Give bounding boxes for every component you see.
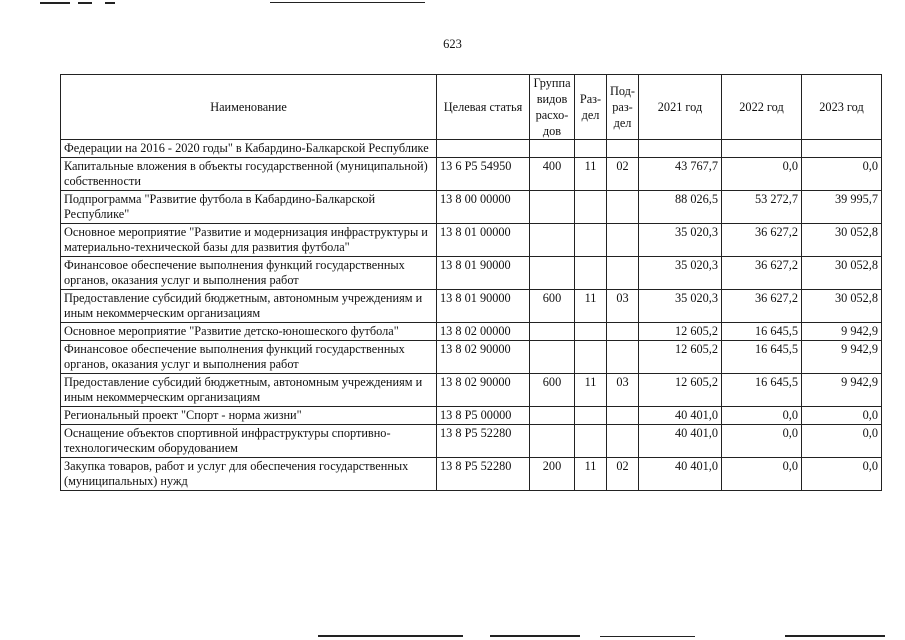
cell-y2021: 88 026,5 (639, 191, 722, 224)
scan-edge-line (105, 2, 115, 4)
cell-target: 13 8 Р5 52280 (437, 458, 530, 491)
table-row (61, 323, 882, 341)
cell-y2023: 30 052,8 (802, 257, 882, 290)
cell-name: Федерации на 2016 - 2020 годы" в Кабардино-Балкарской Республике (61, 140, 437, 158)
cell-name: Капитальные вложения в объекты государственной (муниципальной) собственности (61, 158, 437, 191)
cell-y2021: 35 020,3 (639, 224, 722, 257)
header-section: Раз- дел (575, 75, 607, 140)
cell-y2022: 16 645,5 (722, 341, 802, 374)
cell-subsection: 02 (607, 158, 639, 191)
cell-target: 13 8 02 00000 (437, 323, 530, 341)
cell-section: 11 (575, 374, 607, 407)
cell-subsection (607, 140, 639, 158)
cell-section: 11 (575, 158, 607, 191)
cell-target (437, 140, 530, 158)
cell-subsection: 03 (607, 290, 639, 323)
cell-subsection (607, 224, 639, 257)
cell-target: 13 8 Р5 52280 (437, 425, 530, 458)
table-row (61, 158, 882, 191)
cell-group: 400 (530, 158, 575, 191)
cell-y2021: 12 605,2 (639, 341, 722, 374)
cell-y2022: 36 627,2 (722, 224, 802, 257)
cell-subsection (607, 407, 639, 425)
cell-y2023: 0,0 (802, 458, 882, 491)
cell-target: 13 8 00 00000 (437, 191, 530, 224)
cell-target: 13 8 01 90000 (437, 290, 530, 323)
table-row (61, 425, 882, 458)
cell-y2022: 0,0 (722, 458, 802, 491)
cell-y2021: 12 605,2 (639, 374, 722, 407)
cell-y2021: 12 605,2 (639, 323, 722, 341)
header-target: Целевая статья (437, 75, 530, 140)
cell-y2023: 39 995,7 (802, 191, 882, 224)
cell-target: 13 8 02 90000 (437, 341, 530, 374)
cell-name: Закупка товаров, работ и услуг для обеспечения государственных (муниципальных) нужд (61, 458, 437, 491)
scan-edge-line (785, 635, 885, 637)
cell-y2023: 30 052,8 (802, 290, 882, 323)
table-row (61, 341, 882, 374)
table-row (61, 290, 882, 323)
cell-name: Подпрограмма "Развитие футбола в Кабардино-Балкарской Республике" (61, 191, 437, 224)
header-2022: 2022 год (722, 75, 802, 140)
cell-subsection: 02 (607, 458, 639, 491)
cell-section (575, 323, 607, 341)
cell-section: 11 (575, 290, 607, 323)
cell-y2022 (722, 140, 802, 158)
cell-subsection (607, 341, 639, 374)
cell-section (575, 140, 607, 158)
cell-name: Предоставление субсидий бюджетным, автономным учреждениям и иным некоммерческим организациям (61, 290, 437, 323)
cell-group: 600 (530, 374, 575, 407)
cell-subsection (607, 425, 639, 458)
header-subsection: Под- раз- дел (607, 75, 639, 140)
cell-group (530, 140, 575, 158)
cell-name: Основное мероприятие "Развитие и модернизация инфраструктуры и материально-технической базы для развития футбола" (61, 224, 437, 257)
cell-y2022: 0,0 (722, 407, 802, 425)
cell-y2023: 0,0 (802, 407, 882, 425)
cell-y2021: 40 401,0 (639, 425, 722, 458)
cell-group (530, 224, 575, 257)
cell-name: Финансовое обеспечение выполнения функций государственных органов, оказания услуг и выполнения работ (61, 341, 437, 374)
cell-section: 11 (575, 458, 607, 491)
cell-target: 13 8 02 90000 (437, 374, 530, 407)
cell-section (575, 191, 607, 224)
cell-subsection (607, 191, 639, 224)
table-row (61, 458, 882, 491)
cell-group (530, 257, 575, 290)
cell-name: Финансовое обеспечение выполнения функций государственных органов, оказания услуг и выполнения работ (61, 257, 437, 290)
cell-name: Оснащение объектов спортивной инфраструктуры спортивно-технологическим оборудованием (61, 425, 437, 458)
table-row (61, 140, 882, 158)
cell-y2021: 35 020,3 (639, 290, 722, 323)
cell-y2022: 16 645,5 (722, 374, 802, 407)
cell-y2023: 9 942,9 (802, 341, 882, 374)
cell-group (530, 407, 575, 425)
cell-section (575, 257, 607, 290)
cell-subsection (607, 257, 639, 290)
cell-y2023: 0,0 (802, 425, 882, 458)
cell-y2021: 35 020,3 (639, 257, 722, 290)
page-number: 623 (443, 37, 462, 51)
table-row (61, 191, 882, 224)
scan-edge-line (490, 635, 580, 637)
cell-y2023: 9 942,9 (802, 323, 882, 341)
cell-target: 13 8 01 00000 (437, 224, 530, 257)
cell-group (530, 191, 575, 224)
cell-y2023: 30 052,8 (802, 224, 882, 257)
header-group: Группа видов расхо- дов (530, 75, 575, 140)
header-2023: 2023 год (802, 75, 882, 140)
scan-edge-line (600, 636, 695, 637)
table-row (61, 374, 882, 407)
cell-section (575, 407, 607, 425)
cell-y2021 (639, 140, 722, 158)
cell-name: Основное мероприятие "Развитие детско-юношеского футбола" (61, 323, 437, 341)
cell-group (530, 323, 575, 341)
cell-y2021: 43 767,7 (639, 158, 722, 191)
table-row (61, 257, 882, 290)
scan-edge-line (270, 2, 425, 3)
cell-subsection: 03 (607, 374, 639, 407)
budget-table (60, 74, 882, 491)
table-row (61, 224, 882, 257)
scan-edge-line (318, 635, 463, 637)
cell-y2022: 16 645,5 (722, 323, 802, 341)
cell-subsection (607, 323, 639, 341)
cell-group: 600 (530, 290, 575, 323)
cell-y2022: 0,0 (722, 158, 802, 191)
table-row (61, 407, 882, 425)
scan-edge-line (40, 2, 70, 4)
cell-y2021: 40 401,0 (639, 458, 722, 491)
cell-y2023: 9 942,9 (802, 374, 882, 407)
scan-edge-line (78, 2, 92, 4)
cell-y2023: 0,0 (802, 158, 882, 191)
table-header-row (61, 75, 882, 140)
cell-y2022: 53 272,7 (722, 191, 802, 224)
cell-target: 13 8 01 90000 (437, 257, 530, 290)
cell-group: 200 (530, 458, 575, 491)
cell-section (575, 425, 607, 458)
cell-y2022: 0,0 (722, 425, 802, 458)
header-2021: 2021 год (639, 75, 722, 140)
cell-section (575, 341, 607, 374)
cell-y2021: 40 401,0 (639, 407, 722, 425)
cell-target: 13 8 Р5 00000 (437, 407, 530, 425)
header-name: Наименование (61, 75, 437, 140)
cell-y2022: 36 627,2 (722, 290, 802, 323)
cell-section (575, 224, 607, 257)
cell-group (530, 425, 575, 458)
cell-target: 13 6 Р5 54950 (437, 158, 530, 191)
cell-y2022: 36 627,2 (722, 257, 802, 290)
cell-y2023 (802, 140, 882, 158)
cell-name: Региональный проект "Спорт - норма жизни" (61, 407, 437, 425)
cell-group (530, 341, 575, 374)
cell-name: Предоставление субсидий бюджетным, автономным учреждениям и иным некоммерческим организациям (61, 374, 437, 407)
